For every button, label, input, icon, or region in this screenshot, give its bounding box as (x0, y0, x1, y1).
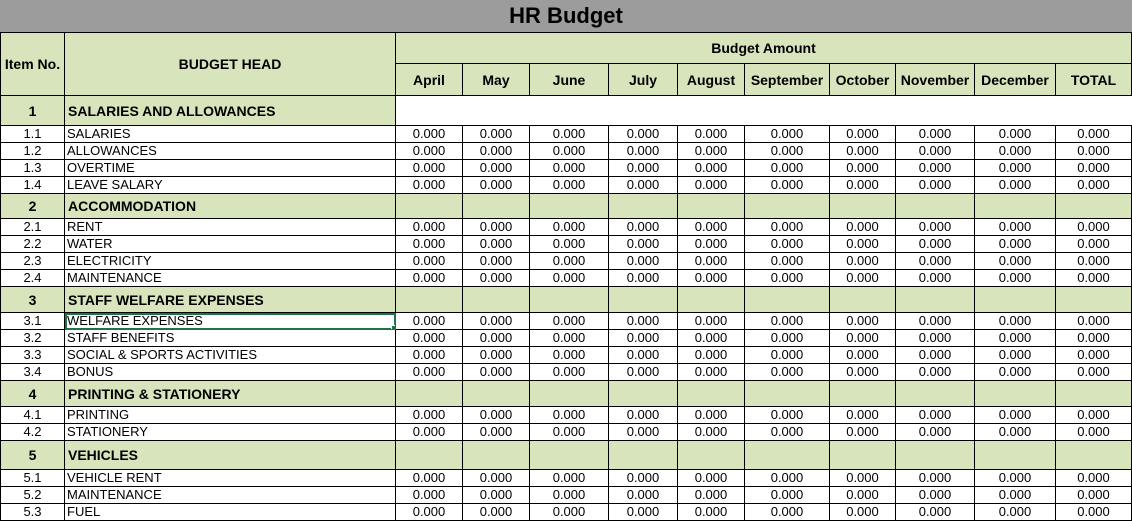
value-cell-november[interactable]: 0.000 (896, 126, 975, 143)
value-cell-may[interactable]: 0.000 (463, 253, 530, 270)
value-cell-september[interactable]: 0.000 (745, 177, 830, 194)
value-cell-november[interactable]: 0.000 (896, 177, 975, 194)
section-row (1, 96, 1132, 126)
value-cell-total[interactable]: 0.000 (1056, 424, 1132, 441)
section-row (1, 194, 1132, 219)
value-cell-may[interactable]: 0.000 (463, 424, 530, 441)
table-row (1, 253, 1132, 270)
item-name-cell[interactable]: SOCIAL & SPORTS ACTIVITIES (65, 347, 396, 364)
value-cell-april[interactable]: 0.000 (396, 253, 463, 270)
value-cell-december[interactable]: 0.000 (975, 364, 1056, 381)
value-cell-july[interactable]: 0.000 (609, 177, 678, 194)
item-name-cell[interactable]: BONUS (65, 364, 396, 381)
section-empty-cell[interactable] (678, 381, 745, 407)
item-number-cell[interactable]: 2.4 (1, 270, 65, 287)
value-cell-november[interactable]: 0.000 (896, 470, 975, 487)
value-cell-august[interactable]: 0.000 (678, 219, 745, 236)
section-empty-cell[interactable] (530, 194, 609, 219)
value-cell-september[interactable]: 0.000 (745, 347, 830, 364)
value-cell-may[interactable]: 0.000 (463, 504, 530, 521)
table-row (1, 143, 1132, 160)
value-cell-july[interactable]: 0.000 (609, 470, 678, 487)
value-cell-november[interactable]: 0.000 (896, 143, 975, 160)
value-cell-april[interactable]: 0.000 (396, 504, 463, 521)
value-cell-september[interactable]: 0.000 (745, 424, 830, 441)
value-cell-july[interactable]: 0.000 (609, 330, 678, 347)
item-name-cell[interactable]: STATIONERY (65, 424, 396, 441)
table-row (1, 487, 1132, 504)
value-cell-july[interactable]: 0.000 (609, 219, 678, 236)
header-month-total[interactable]: TOTAL (1056, 64, 1132, 96)
section-empty-cell[interactable] (678, 194, 745, 219)
section-empty-cell[interactable] (896, 194, 975, 219)
item-number-cell[interactable]: 1.2 (1, 143, 65, 160)
section-title-cell[interactable]: PRINTING & STATIONERY (65, 381, 396, 407)
value-cell-november[interactable]: 0.000 (896, 160, 975, 177)
value-cell-july[interactable]: 0.000 (609, 160, 678, 177)
value-cell-june[interactable]: 0.000 (530, 126, 609, 143)
value-cell-october[interactable]: 0.000 (830, 470, 896, 487)
value-cell-december[interactable]: 0.000 (975, 330, 1056, 347)
value-cell-september[interactable]: 0.000 (745, 219, 830, 236)
value-cell-may[interactable]: 0.000 (463, 160, 530, 177)
value-cell-june[interactable]: 0.000 (530, 347, 609, 364)
value-cell-october[interactable]: 0.000 (830, 253, 896, 270)
value-cell-april[interactable]: 0.000 (396, 177, 463, 194)
section-empty-cell[interactable] (745, 381, 830, 407)
table-row (1, 126, 1132, 143)
header-item-no[interactable]: Item No. (1, 33, 65, 96)
header-month-may[interactable]: May (463, 64, 530, 96)
value-cell-september[interactable]: 0.000 (745, 236, 830, 253)
value-cell-october[interactable]: 0.000 (830, 504, 896, 521)
value-cell-october[interactable]: 0.000 (830, 424, 896, 441)
section-empty-cell[interactable] (463, 381, 530, 407)
item-number-cell[interactable]: 1.4 (1, 177, 65, 194)
sheet-title-bar[interactable] (0, 0, 1132, 33)
value-cell-may[interactable]: 0.000 (463, 407, 530, 424)
value-cell-july[interactable]: 0.000 (609, 424, 678, 441)
item-name-cell[interactable]: SALARIES (65, 126, 396, 143)
value-cell-june[interactable]: 0.000 (530, 236, 609, 253)
section-empty-cell[interactable] (830, 441, 896, 470)
value-cell-august[interactable]: 0.000 (678, 470, 745, 487)
item-number-cell[interactable]: 3.2 (1, 330, 65, 347)
table-row (1, 424, 1132, 441)
section-empty-cell[interactable] (896, 287, 975, 313)
header-month-july[interactable]: July (609, 64, 678, 96)
section-empty-cell[interactable] (745, 441, 830, 470)
item-name-cell[interactable]: FUEL (65, 504, 396, 521)
table-row (1, 330, 1132, 347)
table-row (1, 236, 1132, 253)
value-cell-october[interactable]: 0.000 (830, 313, 896, 330)
value-cell-april[interactable]: 0.000 (396, 313, 463, 330)
section-empty-cell[interactable] (678, 441, 745, 470)
header-month-october[interactable]: October (830, 64, 896, 96)
value-cell-august[interactable]: 0.000 (678, 126, 745, 143)
value-cell-december[interactable]: 0.000 (975, 270, 1056, 287)
value-cell-total[interactable]: 0.000 (1056, 313, 1132, 330)
section-title-cell[interactable]: SALARIES AND ALLOWANCES (65, 96, 396, 126)
value-cell-september[interactable]: 0.000 (745, 407, 830, 424)
value-cell-november[interactable]: 0.000 (896, 236, 975, 253)
value-cell-december[interactable]: 0.000 (975, 177, 1056, 194)
value-cell-december[interactable]: 0.000 (975, 313, 1056, 330)
value-cell-november[interactable]: 0.000 (896, 270, 975, 287)
section-empty-cell[interactable] (975, 381, 1056, 407)
value-cell-november[interactable]: 0.000 (896, 347, 975, 364)
value-cell-april[interactable]: 0.000 (396, 160, 463, 177)
value-cell-december[interactable]: 0.000 (975, 470, 1056, 487)
budget-table (0, 32, 1132, 521)
value-cell-october[interactable]: 0.000 (830, 219, 896, 236)
value-cell-september[interactable]: 0.000 (745, 487, 830, 504)
value-cell-december[interactable]: 0.000 (975, 160, 1056, 177)
section-empty-cell[interactable] (609, 381, 678, 407)
sheet-title: HR Budget (509, 3, 623, 28)
value-cell-november[interactable]: 0.000 (896, 253, 975, 270)
value-cell-august[interactable]: 0.000 (678, 177, 745, 194)
value-cell-june[interactable]: 0.000 (530, 470, 609, 487)
value-cell-december[interactable]: 0.000 (975, 219, 1056, 236)
value-cell-august[interactable]: 0.000 (678, 313, 745, 330)
value-cell-october[interactable]: 0.000 (830, 177, 896, 194)
value-cell-november[interactable]: 0.000 (896, 407, 975, 424)
item-number-cell[interactable]: 1.3 (1, 160, 65, 177)
value-cell-august[interactable]: 0.000 (678, 364, 745, 381)
section-empty-cell[interactable] (830, 287, 896, 313)
value-cell-july[interactable]: 0.000 (609, 313, 678, 330)
value-cell-september[interactable]: 0.000 (745, 313, 830, 330)
section-empty-cell[interactable] (830, 381, 896, 407)
value-cell-june[interactable]: 0.000 (530, 330, 609, 347)
value-cell-total[interactable]: 0.000 (1056, 253, 1132, 270)
value-cell-may[interactable]: 0.000 (463, 270, 530, 287)
value-cell-may[interactable]: 0.000 (463, 470, 530, 487)
item-number-cell[interactable]: 2.2 (1, 236, 65, 253)
item-number-cell[interactable]: 2.1 (1, 219, 65, 236)
value-cell-total[interactable]: 0.000 (1056, 219, 1132, 236)
value-cell-june[interactable]: 0.000 (530, 364, 609, 381)
item-name-cell[interactable]: WATER (65, 236, 396, 253)
value-cell-april[interactable]: 0.000 (396, 236, 463, 253)
value-cell-november[interactable]: 0.000 (896, 424, 975, 441)
value-cell-september[interactable]: 0.000 (745, 253, 830, 270)
section-empty-cell[interactable] (530, 287, 609, 313)
value-cell-july[interactable]: 0.000 (609, 270, 678, 287)
section-empty-cell[interactable] (609, 194, 678, 219)
value-cell-may[interactable]: 0.000 (463, 219, 530, 236)
section-empty-cell[interactable] (463, 441, 530, 470)
value-cell-december[interactable]: 0.000 (975, 487, 1056, 504)
value-cell-july[interactable]: 0.000 (609, 487, 678, 504)
value-cell-october[interactable]: 0.000 (830, 347, 896, 364)
value-cell-august[interactable]: 0.000 (678, 143, 745, 160)
section-empty-cell[interactable] (896, 441, 975, 470)
value-cell-april[interactable]: 0.000 (396, 143, 463, 160)
section-empty-cell[interactable] (530, 441, 609, 470)
value-cell-total[interactable]: 0.000 (1056, 330, 1132, 347)
section-empty-cell[interactable] (396, 194, 463, 219)
value-cell-december[interactable]: 0.000 (975, 407, 1056, 424)
value-cell-october[interactable]: 0.000 (830, 407, 896, 424)
section-row (1, 287, 1132, 313)
item-number-cell[interactable]: 1.1 (1, 126, 65, 143)
value-cell-august[interactable]: 0.000 (678, 270, 745, 287)
item-number-cell[interactable]: 3.1 (1, 313, 65, 330)
item-name-cell[interactable]: RENT (65, 219, 396, 236)
value-cell-september[interactable]: 0.000 (745, 143, 830, 160)
value-cell-total[interactable]: 0.000 (1056, 504, 1132, 521)
value-cell-october[interactable]: 0.000 (830, 143, 896, 160)
item-name-cell[interactable]: ALLOWANCES (65, 143, 396, 160)
item-number-cell[interactable]: 2.3 (1, 253, 65, 270)
value-cell-august[interactable]: 0.000 (678, 253, 745, 270)
item-number-cell[interactable]: 5.2 (1, 487, 65, 504)
value-cell-december[interactable]: 0.000 (975, 143, 1056, 160)
value-cell-july[interactable]: 0.000 (609, 504, 678, 521)
section-empty-cell[interactable] (678, 287, 745, 313)
section-empty-cell[interactable] (1056, 287, 1132, 313)
value-cell-total[interactable]: 0.000 (1056, 126, 1132, 143)
value-cell-may[interactable]: 0.000 (463, 177, 530, 194)
item-name-cell[interactable]: LEAVE SALARY (65, 177, 396, 194)
value-cell-total[interactable]: 0.000 (1056, 364, 1132, 381)
value-cell-august[interactable]: 0.000 (678, 424, 745, 441)
table-row (1, 347, 1132, 364)
item-name-cell[interactable]: STAFF BENEFITS (65, 330, 396, 347)
fill-handle[interactable] (391, 325, 396, 330)
value-cell-december[interactable]: 0.000 (975, 126, 1056, 143)
value-cell-may[interactable]: 0.000 (463, 330, 530, 347)
header-month-june[interactable]: June (530, 64, 609, 96)
value-cell-total[interactable]: 0.000 (1056, 407, 1132, 424)
value-cell-june[interactable]: 0.000 (530, 177, 609, 194)
value-cell-october[interactable]: 0.000 (830, 364, 896, 381)
value-cell-may[interactable]: 0.000 (463, 347, 530, 364)
value-cell-july[interactable]: 0.000 (609, 407, 678, 424)
value-cell-april[interactable]: 0.000 (396, 407, 463, 424)
value-cell-total[interactable]: 0.000 (1056, 236, 1132, 253)
value-cell-september[interactable]: 0.000 (745, 270, 830, 287)
section-empty-cell[interactable] (975, 441, 1056, 470)
value-cell-may[interactable]: 0.000 (463, 236, 530, 253)
value-cell-june[interactable]: 0.000 (530, 313, 609, 330)
value-cell-june[interactable]: 0.000 (530, 160, 609, 177)
table-row (1, 470, 1132, 487)
header-month-august[interactable]: August (678, 64, 745, 96)
value-cell-september[interactable]: 0.000 (745, 364, 830, 381)
item-name-cell[interactable]: MAINTENANCE (65, 270, 396, 287)
value-cell-december[interactable]: 0.000 (975, 504, 1056, 521)
section-empty-cell[interactable] (396, 287, 463, 313)
value-cell-december[interactable]: 0.000 (975, 347, 1056, 364)
section-empty-cell[interactable] (1056, 441, 1132, 470)
section-empty-cell[interactable] (609, 441, 678, 470)
section-row (1, 441, 1132, 470)
section-empty-cell[interactable] (609, 287, 678, 313)
value-cell-august[interactable]: 0.000 (678, 160, 745, 177)
value-cell-november[interactable]: 0.000 (896, 487, 975, 504)
value-cell-total[interactable]: 0.000 (1056, 143, 1132, 160)
value-cell-july[interactable]: 0.000 (609, 364, 678, 381)
value-cell-june[interactable]: 0.000 (530, 424, 609, 441)
value-cell-july[interactable]: 0.000 (609, 143, 678, 160)
value-cell-may[interactable]: 0.000 (463, 487, 530, 504)
section-number-cell[interactable]: 1 (1, 96, 65, 126)
value-cell-november[interactable]: 0.000 (896, 330, 975, 347)
header-month-november[interactable]: November (896, 64, 975, 96)
item-number-cell[interactable]: 5.3 (1, 504, 65, 521)
section-empty-cell[interactable] (975, 287, 1056, 313)
item-number-cell[interactable]: 3.3 (1, 347, 65, 364)
value-cell-october[interactable]: 0.000 (830, 236, 896, 253)
item-name-cell[interactable]: ELECTRICITY (65, 253, 396, 270)
value-cell-may[interactable]: 0.000 (463, 143, 530, 160)
value-cell-october[interactable]: 0.000 (830, 126, 896, 143)
table-row (1, 270, 1132, 287)
value-cell-june[interactable]: 0.000 (530, 504, 609, 521)
table-row (1, 407, 1132, 424)
value-cell-may[interactable]: 0.000 (463, 126, 530, 143)
value-cell-december[interactable]: 0.000 (975, 236, 1056, 253)
item-number-cell[interactable]: 5.1 (1, 470, 65, 487)
value-cell-november[interactable]: 0.000 (896, 504, 975, 521)
value-cell-april[interactable]: 0.000 (396, 270, 463, 287)
item-name-cell[interactable]: MAINTENANCE (65, 487, 396, 504)
section-title-cell[interactable]: VEHICLES (65, 441, 396, 470)
value-cell-total[interactable]: 0.000 (1056, 487, 1132, 504)
section-empty-cell[interactable] (463, 194, 530, 219)
value-cell-total[interactable]: 0.000 (1056, 160, 1132, 177)
section-title-cell[interactable]: STAFF WELFARE EXPENSES (65, 287, 396, 313)
value-cell-august[interactable]: 0.000 (678, 236, 745, 253)
value-cell-april[interactable]: 0.000 (396, 126, 463, 143)
header-budget-amount[interactable]: Budget Amount (396, 33, 1132, 64)
section-number-cell[interactable]: 3 (1, 287, 65, 313)
section-empty-cell[interactable] (1056, 381, 1132, 407)
value-cell-july[interactable]: 0.000 (609, 126, 678, 143)
section-empty-cell[interactable] (745, 287, 830, 313)
table-row (1, 177, 1132, 194)
section-number-cell[interactable]: 2 (1, 194, 65, 219)
value-cell-april[interactable]: 0.000 (396, 219, 463, 236)
header-month-april[interactable]: April (396, 64, 463, 96)
value-cell-september[interactable]: 0.000 (745, 160, 830, 177)
value-cell-october[interactable]: 0.000 (830, 487, 896, 504)
section-empty-cell[interactable] (463, 287, 530, 313)
section-empty-cell[interactable] (396, 441, 463, 470)
item-number-cell[interactable]: 4.2 (1, 424, 65, 441)
value-cell-december[interactable]: 0.000 (975, 253, 1056, 270)
value-cell-december[interactable]: 0.000 (975, 424, 1056, 441)
value-cell-september[interactable]: 0.000 (745, 330, 830, 347)
header-month-september[interactable]: September (745, 64, 830, 96)
table-row (1, 364, 1132, 381)
value-cell-august[interactable]: 0.000 (678, 504, 745, 521)
section-row (1, 381, 1132, 407)
table-row (1, 219, 1132, 236)
section-number-cell[interactable]: 4 (1, 381, 65, 407)
value-cell-september[interactable]: 0.000 (745, 470, 830, 487)
item-name-cell[interactable]: OVERTIME (65, 160, 396, 177)
value-cell-may[interactable]: 0.000 (463, 364, 530, 381)
item-name-cell[interactable]: VEHICLE RENT (65, 470, 396, 487)
value-cell-november[interactable]: 0.000 (896, 364, 975, 381)
value-cell-total[interactable]: 0.000 (1056, 347, 1132, 364)
section-empty-cell[interactable] (530, 381, 609, 407)
value-cell-total[interactable]: 0.000 (1056, 177, 1132, 194)
value-cell-april[interactable]: 0.000 (396, 487, 463, 504)
value-cell-october[interactable]: 0.000 (830, 330, 896, 347)
value-cell-june[interactable]: 0.000 (530, 407, 609, 424)
value-cell-june[interactable]: 0.000 (530, 270, 609, 287)
section-empty-cell[interactable] (1056, 194, 1132, 219)
value-cell-july[interactable]: 0.000 (609, 253, 678, 270)
header-budget-head[interactable]: BUDGET HEAD (65, 33, 396, 96)
table-row (1, 313, 1132, 330)
section-empty-cell[interactable] (830, 194, 896, 219)
value-cell-april[interactable]: 0.000 (396, 470, 463, 487)
value-cell-total[interactable]: 0.000 (1056, 470, 1132, 487)
value-cell-july[interactable]: 0.000 (609, 236, 678, 253)
value-cell-september[interactable]: 0.000 (745, 504, 830, 521)
section-title-cell[interactable]: ACCOMMODATION (65, 194, 396, 219)
section-number-cell[interactable]: 5 (1, 441, 65, 470)
value-cell-october[interactable]: 0.000 (830, 160, 896, 177)
header-month-december[interactable]: December (975, 64, 1056, 96)
item-number-cell[interactable]: 3.4 (1, 364, 65, 381)
value-cell-august[interactable]: 0.000 (678, 347, 745, 364)
value-cell-august[interactable]: 0.000 (678, 330, 745, 347)
table-row (1, 160, 1132, 177)
section-empty-cell[interactable] (396, 381, 463, 407)
value-cell-august[interactable]: 0.000 (678, 487, 745, 504)
value-cell-june[interactable]: 0.000 (530, 487, 609, 504)
value-cell-november[interactable]: 0.000 (896, 313, 975, 330)
value-cell-april[interactable]: 0.000 (396, 364, 463, 381)
item-number-cell[interactable]: 4.1 (1, 407, 65, 424)
value-cell-august[interactable]: 0.000 (678, 407, 745, 424)
value-cell-november[interactable]: 0.000 (896, 219, 975, 236)
section-empty-cell[interactable] (896, 381, 975, 407)
value-cell-total[interactable]: 0.000 (1056, 270, 1132, 287)
value-cell-june[interactable]: 0.000 (530, 219, 609, 236)
value-cell-october[interactable]: 0.000 (830, 270, 896, 287)
value-cell-september[interactable]: 0.000 (745, 126, 830, 143)
value-cell-april[interactable]: 0.000 (396, 347, 463, 364)
section-empty-cell[interactable] (745, 194, 830, 219)
section-empty-cell[interactable] (975, 194, 1056, 219)
value-cell-may[interactable]: 0.000 (463, 313, 530, 330)
value-cell-april[interactable]: 0.000 (396, 424, 463, 441)
item-name-cell[interactable]: WELFARE EXPENSES (65, 313, 396, 330)
value-cell-july[interactable]: 0.000 (609, 347, 678, 364)
table-row (1, 504, 1132, 521)
value-cell-june[interactable]: 0.000 (530, 143, 609, 160)
value-cell-june[interactable]: 0.000 (530, 253, 609, 270)
item-name-cell[interactable]: PRINTING (65, 407, 396, 424)
value-cell-april[interactable]: 0.000 (396, 330, 463, 347)
